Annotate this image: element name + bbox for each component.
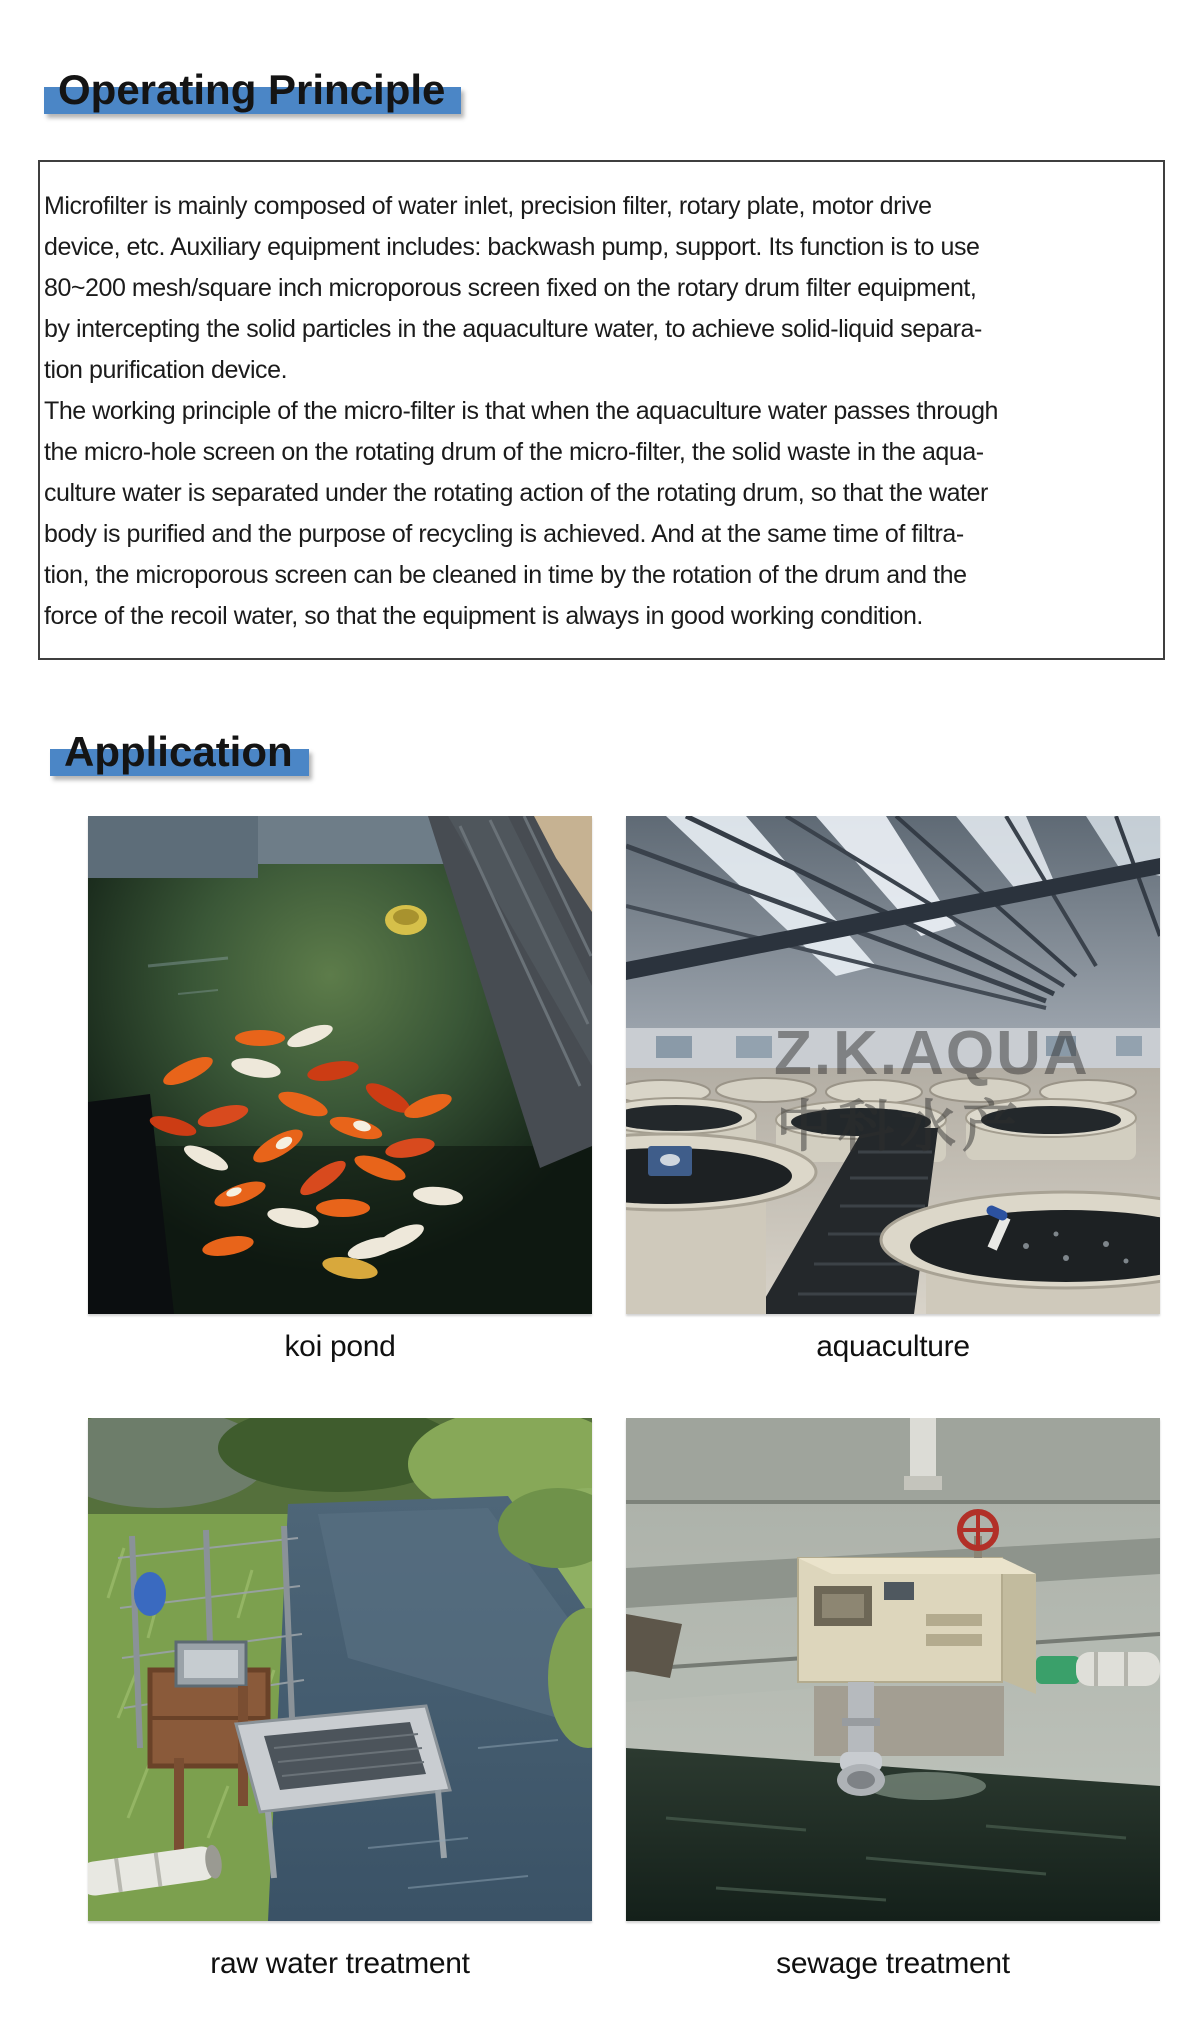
watermark-text-line2: 中科水产 [776,1095,1024,1158]
description-box [38,160,1165,660]
koi-pond-image [88,816,592,1314]
description-line: tion, the microporous screen can be cleaned in time by the rotation of the drum and the [44,561,967,589]
description-line: force of the recoil water, so that the equipment is always in good working condition. [44,602,923,630]
description-line: body is purified and the purpose of recycling is achieved. And at the same time of filtra- [44,520,964,548]
section-heading-application [50,726,309,778]
description-line: by intercepting the solid particles in the aquaculture water, to achieve solid-liquid separa- [44,315,982,343]
aquaculture-image [626,816,1160,1314]
figure-koi-pond [88,816,592,1364]
caption-koi-pond: koi pond [284,1330,396,1363]
sewage-treatment-image [626,1418,1160,1921]
caption-sewage-treatment: sewage treatment [776,1947,1010,1980]
description-line: the micro-hole screen on the rotating drum of the micro-filter, the solid waste in the aqua- [44,438,984,466]
description-line: culture water is separated under the rotating action of the rotating drum, so that the water [44,479,988,507]
description-line: tion purification device. [44,356,288,384]
description-line: The working principle of the micro-filter is that when the aquaculture water passes through [44,397,998,425]
description-line: Microfilter is mainly composed of water inlet, precision filter, rotary plate, motor drive [44,192,932,220]
watermark-text-line1: Z.K.AQUA [774,1019,1090,1088]
caption-aquaculture: aquaculture [816,1330,970,1363]
figure-aquaculture [626,816,1160,1364]
caption-raw-water-treatment: raw water treatment [210,1947,470,1980]
heading-text: Application [64,728,293,775]
description-line: device, etc. Auxiliary equipment includes: backwash pump, support. Its function is to use [44,233,980,261]
figure-raw-water-treatment [88,1418,592,1981]
figure-sewage-treatment [626,1418,1160,1981]
raw-water-treatment-image [88,1418,592,1921]
heading-text: Operating Principle [58,66,446,113]
description-line: 80~200 mesh/square inch microporous screen fixed on the rotary drum filter equipment, [44,274,977,302]
section-heading-operating-principle [44,64,461,116]
